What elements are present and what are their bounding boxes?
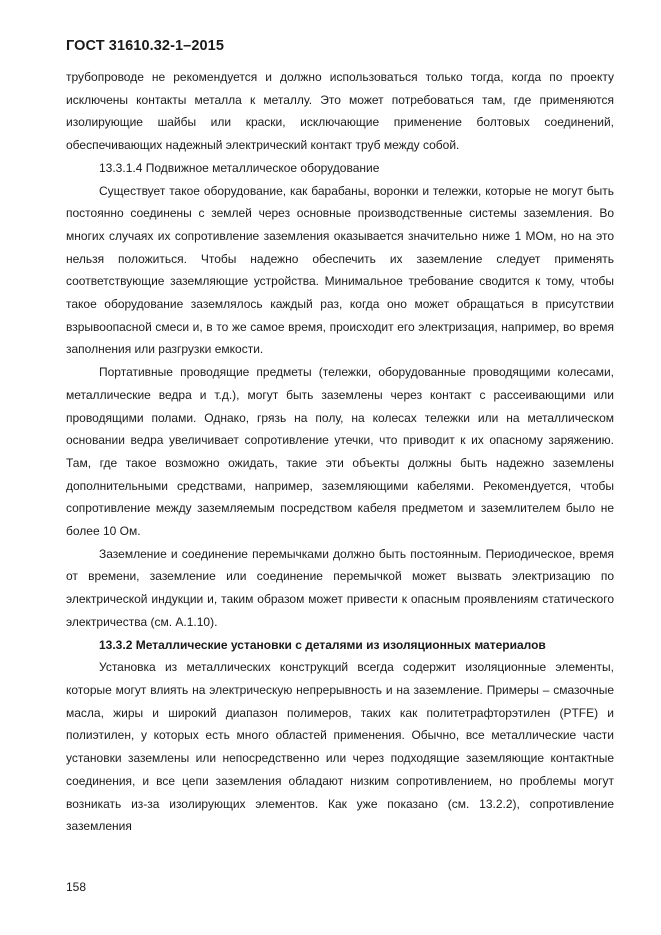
- page-number: 158: [66, 880, 87, 894]
- document-body: [66, 66, 614, 838]
- paragraph-continuation: трубопроводе не рекомендуется и должно использоваться только тогда, когда по проекту исключены контакты металла к металлу. Это может потребоваться там, где применяются изолирующие шайбы или краски, исключающие применение болтовых соединений, обеспечивающих надежный электрический контакт труб между собой.: [66, 70, 614, 153]
- document-code-header: ГОСТ 31610.32-1–2015: [66, 38, 224, 54]
- paragraph-mobile-equipment: Существует такое оборудование, как барабаны, воронки и тележки, которые не могут быть постоянно соединены с землей через основные производственные системы заземления. Во многих случаях их сопротивление заземления оказывается значительно ниже 1 МОм, но на это нельзя положиться. Чтобы надежно обеспечить их заземление следует применять соответствующие заземляющие устройства. Минимальное требование сводится к тому, чтобы такое оборудование заземлялось каждый раз, когда оно может обращаться в присутствии взрывоопасной смеси и, в то же самое время, происходит его электризация, например, во время заполнения или разгрузки емкости.: [66, 183, 614, 357]
- paragraph-portable-objects: Портативные проводящие предметы (тележки, оборудованные проводящими колесами, металлические ведра и т.д.), могут быть заземлены через контакт с рассеивающими или проводящими полами. Однако, грязь на полу, на колесах тележки или на металлическом основании ведра увеличивает сопротивление утечки, что приводит к их опасному заряжению. Там, где такое возможно ожидать, такие эти объекты должны быть надежно заземлены дополнительными средствами, например, заземляющими кабелями. Рекомендуется, чтобы сопротивление между заземляемым посредством кабеля предметом и заземлителем было не более 10 Ом.: [66, 365, 614, 539]
- paragraph-permanent-grounding: Заземление и соединение перемычками должно быть постоянным. Периодическое, время от времени, заземление или соединение перемычкой может вызвать электризацию по электрической индукции и, таким образом может привести к опасным проявлениям статического электричества (см. А.1.10).: [66, 546, 614, 629]
- subsection-heading-13-3-2: 13.3.2 Металлические установки с деталями из изоляционных материалов: [99, 637, 546, 652]
- subsection-heading-13-3-1-4: 13.3.1.4 Подвижное металлическое оборудование: [99, 160, 380, 175]
- paragraph-metal-installations: Установка из металлических конструкций всегда содержит изоляционные элементы, которые могут влиять на электрическую непрерывность и на заземление. Примеры – смазочные масла, жиры и широкий диапазон полимеров, таких как политетрафторэтилен (PTFE) и полиэтилен, у которых есть много областей применения. Обычно, все металлические части установки заземлены или непосредственно или через подходящие заземляющие контактные соединения, и все цепи заземления обладают низким сопротивлением, но проблемы могут возникать из-за изолирующих элементов. Как уже показано (см. 13.2.2), сопротивление заземления: [66, 660, 614, 834]
